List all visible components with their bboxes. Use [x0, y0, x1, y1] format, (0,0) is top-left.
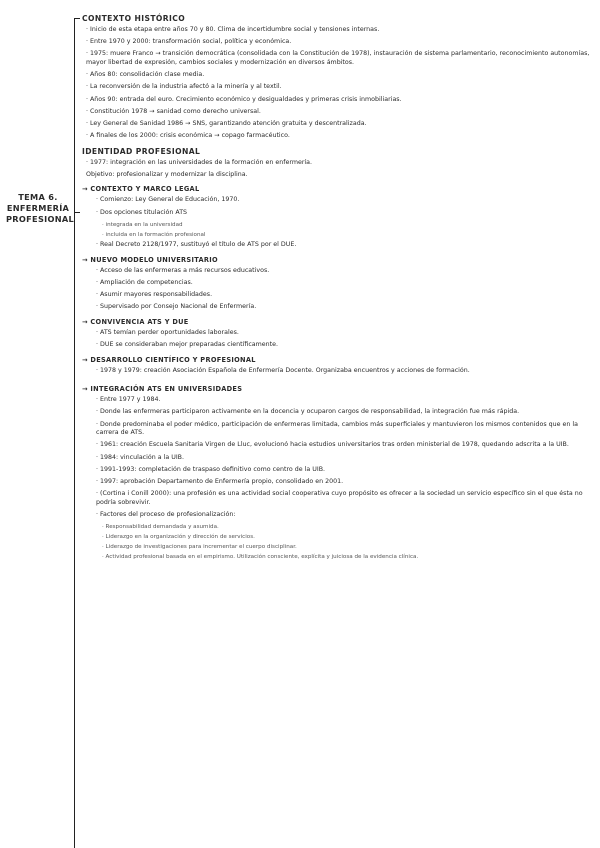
list-item: · ATS temían perder oportunidades laborales.: [96, 328, 239, 336]
list-item: · 1978 y 1979: creación Asociación Española de Enfermería Docente. Organizaba encuentros y acciones de formación.: [96, 366, 470, 374]
list-item: · Inicio de esta etapa entre años 70 y 80. Clima de incertidumbre social y tensiones internas.: [86, 26, 380, 33]
subsection-title: → CONTEXTO Y MARCO LEGAL: [82, 185, 200, 194]
list-item: · 1997: aprobación Departamento de Enfermería propio, consolidado en 2001.: [96, 477, 344, 485]
list-item: · Años 80: consolidación clase media.: [86, 71, 205, 79]
list-item: · A finales de los 2000: crisis económica → copago farmacéutico.: [86, 132, 290, 140]
bracket-tick: [74, 18, 80, 19]
topic-title: TEMA 6. ENFERMERÍA PROFESIONAL: [6, 192, 75, 224]
list-item: · 1984: vinculación a la UIB.: [96, 453, 184, 461]
list-item: · integrada en la universidad: [102, 221, 183, 228]
list-item: · 1975: muere Franco → transición democrática (consolidada con la Constitución de 1978), instauración de sistema parlamentario, reconocimiento autonomías, mayor libertad de expresión, cambios sociales y modernización en diversos ámbitos.: [86, 50, 590, 66]
list-item: · Factores del proceso de profesionalización:: [96, 510, 236, 518]
list-item: · Entre 1977 y 1984.: [96, 396, 161, 404]
list-item: · Responsabilidad demandada y asumida.: [102, 524, 219, 531]
list-item: · Ampliación de competencias.: [96, 278, 193, 286]
list-item: · Donde predominaba el poder médico, participación de enfermeras limitada, cambios más superficiales y mantuvieron los mismos contenidos que en la carrera de ATS.: [96, 420, 579, 437]
notes-content: [82, 14, 594, 563]
list-item: · Dos opciones titulación ATS: [96, 208, 188, 216]
list-item: · Donde las enfermeras participaron activamente en la docencia y ocuparon cargos de responsabilidad, la integración fue más rápida.: [96, 408, 520, 416]
list-item: · Años 90: entrada del euro. Crecimiento económico y desigualdades y primeras crisis inmobiliarias.: [86, 95, 402, 103]
list-item: Objetivo: profesionalizar y modernizar la disciplina.: [86, 170, 248, 178]
subsection-title: → CONVIVENCIA ATS Y DUE: [82, 317, 189, 326]
list-item: · Acceso de las enfermeras a más recursos educativos.: [96, 266, 270, 274]
list-item: · Ley General de Sanidad 1986 → SNS, garantizando atención gratuita y descentralizada.: [86, 119, 367, 127]
list-item: · 1961: creación Escuela Sanitaria Virgen de Lluc, evolucionó hacia estudios universitarios tras orden ministerial de 1978, quedando adscrita a la UIB.: [96, 441, 569, 449]
list-item: · 1991-1993: completación de traspaso definitivo como centro de la UIB.: [96, 465, 326, 473]
bracket-line: [74, 18, 75, 848]
subsection-title: → INTEGRACIÓN ATS EN UNIVERSIDADES: [82, 385, 243, 394]
section-title: IDENTIDAD PROFESIONAL: [82, 146, 201, 156]
list-item: · (Cortina i Conill 2000): una profesión es una actividad social cooperativa cuyo propósito es ofrecer a la sociedad un servicio específico sin el que ésta no podría sobrevivir.: [96, 490, 583, 506]
list-item: · Entre 1970 y 2000: transformación social, política y económica.: [86, 38, 292, 46]
list-item: · incluida en la formación profesional: [102, 231, 206, 238]
section-title: CONTEXTO HISTÓRICO: [82, 14, 186, 23]
list-item: · Actividad profesional basada en el empirismo. Utilización consciente, explícita y juiciosa de la evidencia clínica.: [102, 554, 419, 561]
list-item: · Liderazgo en la organización y dirección de servicios.: [102, 534, 255, 541]
list-item: · Supervisado por Consejo Nacional de Enfermería.: [96, 303, 257, 311]
subsection-title: → DESARROLLO CIENTÍFICO Y PROFESIONAL: [82, 355, 256, 364]
list-item: · Real Decreto 2128/1977, sustituyó el título de ATS por el DUE.: [96, 241, 297, 249]
subsection-title: → NUEVO MODELO UNIVERSITARIO: [82, 255, 218, 264]
list-item: · DUE se consideraban mejor preparadas científicamente.: [96, 340, 278, 348]
bracket-tick: [74, 212, 80, 213]
list-item: · 1977: integración en las universidades de la formación en enfermería.: [86, 158, 313, 166]
list-item: · Comienzo: Ley General de Educación, 1970.: [96, 196, 240, 204]
list-item: · Asumir mayores responsabilidades.: [96, 291, 213, 298]
list-item: · Liderazgo de investigaciones para incrementar el cuerpo disciplinar.: [102, 544, 297, 551]
list-item: · La reconversión de la industria afectó a la minería y al textil.: [86, 83, 282, 91]
list-item: · Constitución 1978 → sanidad como derecho universal.: [86, 107, 261, 115]
